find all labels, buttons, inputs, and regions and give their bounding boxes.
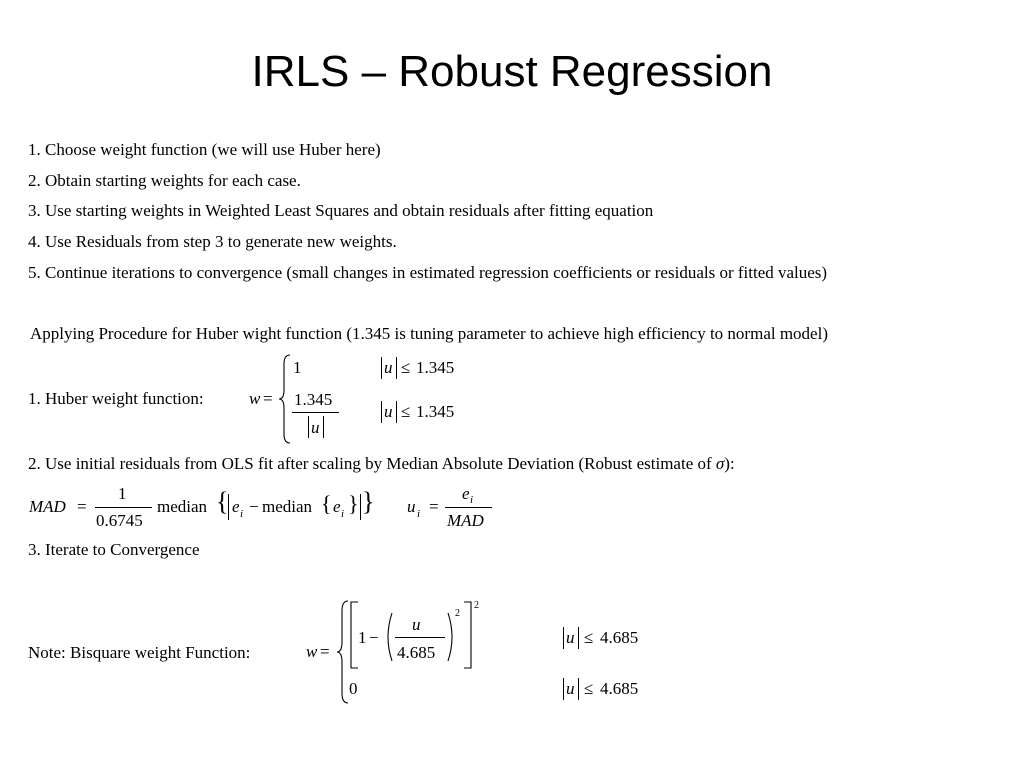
minus-sign: − [249, 497, 259, 516]
bisquare-zero: 0 [349, 679, 358, 698]
huber-case1-u: u [384, 358, 393, 377]
step3-text: 3. Iterate to Convergence [28, 540, 200, 559]
step2-body: 2. Use initial residuals from OLS fit after scaling by Median Absolute Deviation (Robust estimate of [28, 454, 712, 473]
huber-equals: = [263, 389, 273, 408]
bisquare-case2-u: u [566, 679, 575, 698]
applying-procedure-text: Applying Procedure for Huber wight function (1.345 is tuning parameter to achieve high efficiency to normal model) [30, 324, 828, 343]
huber-w: w [249, 389, 261, 408]
abs-bar [578, 627, 579, 649]
step2-text [28, 453, 735, 475]
abs-bar [563, 627, 564, 649]
bisquare-denominator: 4.685 [397, 643, 436, 662]
fraction-bar [292, 412, 339, 413]
bisquare-u: u [412, 615, 421, 634]
abs-bar [381, 357, 382, 379]
scaled-u-index: i [417, 508, 421, 520]
bisquare-case1-threshold: 4.685 [600, 628, 639, 647]
scaled-numerator-e: e [462, 484, 470, 503]
abs-bar [396, 357, 397, 379]
mad-denominator: 0.6745 [96, 511, 143, 530]
bisquare-equals: = [320, 642, 330, 661]
scaled-u: u [407, 497, 416, 516]
huber-case1-leq: ≤ [401, 358, 411, 377]
huber-case2-u: u [311, 418, 320, 437]
bisquare-left-brace [337, 600, 349, 704]
step-item: 2. Obtain starting weights for each case. [28, 171, 301, 190]
mad-equals: = [77, 497, 87, 516]
step2-close: ): [724, 454, 735, 473]
bisquare-label: Note: Bisquare weight Function: [28, 643, 251, 662]
fraction-bar [395, 637, 445, 638]
inner-residual-index: i [341, 508, 345, 520]
huber-case2-u: u [384, 402, 393, 421]
fraction-bar [445, 507, 492, 508]
inner-right-brace: } [348, 491, 359, 516]
step-item: 5. Continue iterations to convergence (small changes in estimated regression coefficients or residuals or fitted values) [28, 263, 828, 282]
huber-case2-leq: ≤ [401, 402, 411, 421]
mad-lhs: MAD [29, 497, 66, 516]
bisquare-case2-threshold: 4.685 [600, 679, 639, 698]
abs-bar [396, 401, 397, 423]
right-paren [447, 612, 457, 662]
residual-index: i [240, 508, 244, 520]
outer-left-brace: { [216, 487, 229, 516]
residual-e: e [232, 497, 240, 516]
step-item: 4. Use Residuals from step 3 to generate new weights. [28, 232, 397, 251]
step-item: 1. Choose weight function (we will use Huber here) [28, 140, 381, 159]
abs-bar [360, 494, 361, 520]
bisquare-case1-leq: ≤ [584, 628, 594, 647]
inner-exponent: 2 [455, 608, 460, 619]
abs-bar [563, 678, 564, 700]
scaled-numerator-index: i [470, 494, 474, 506]
fraction-bar [95, 507, 152, 508]
abs-bar [578, 678, 579, 700]
huber-left-brace [279, 354, 291, 444]
bisquare-minus: − [369, 628, 379, 647]
scaled-denominator: MAD [447, 511, 484, 530]
inner-residual-e: e [333, 497, 341, 516]
slide-title: IRLS – Robust Regression [251, 47, 773, 96]
bisquare-case1-u: u [566, 628, 575, 647]
huber-case1-value: 1 [293, 358, 302, 377]
scaled-equals: = [429, 497, 439, 516]
bisquare-one: 1 [358, 628, 367, 647]
right-square-bracket [463, 601, 473, 669]
abs-bar [323, 416, 324, 438]
left-paren [383, 612, 393, 662]
outer-exponent: 2 [474, 600, 479, 611]
abs-bar [228, 494, 229, 520]
bisquare-case2-leq: ≤ [584, 679, 594, 698]
huber-case2-threshold: 1.345 [416, 402, 455, 421]
abs-bar [308, 416, 309, 438]
median-fn-inner: median [262, 497, 313, 516]
inner-left-brace: { [321, 491, 332, 516]
huber-label: 1. Huber weight function: [28, 389, 204, 408]
abs-bar [381, 401, 382, 423]
huber-case2-numerator: 1.345 [294, 390, 333, 409]
huber-case1-threshold: 1.345 [416, 358, 455, 377]
sigma-symbol: σ [715, 454, 725, 473]
outer-right-brace: } [362, 487, 375, 516]
bisquare-w: w [306, 642, 318, 661]
step-item: 3. Use starting weights in Weighted Least Squares and obtain residuals after fitting equation [28, 201, 654, 220]
median-fn: median [157, 497, 208, 516]
mad-numerator: 1 [118, 484, 127, 503]
